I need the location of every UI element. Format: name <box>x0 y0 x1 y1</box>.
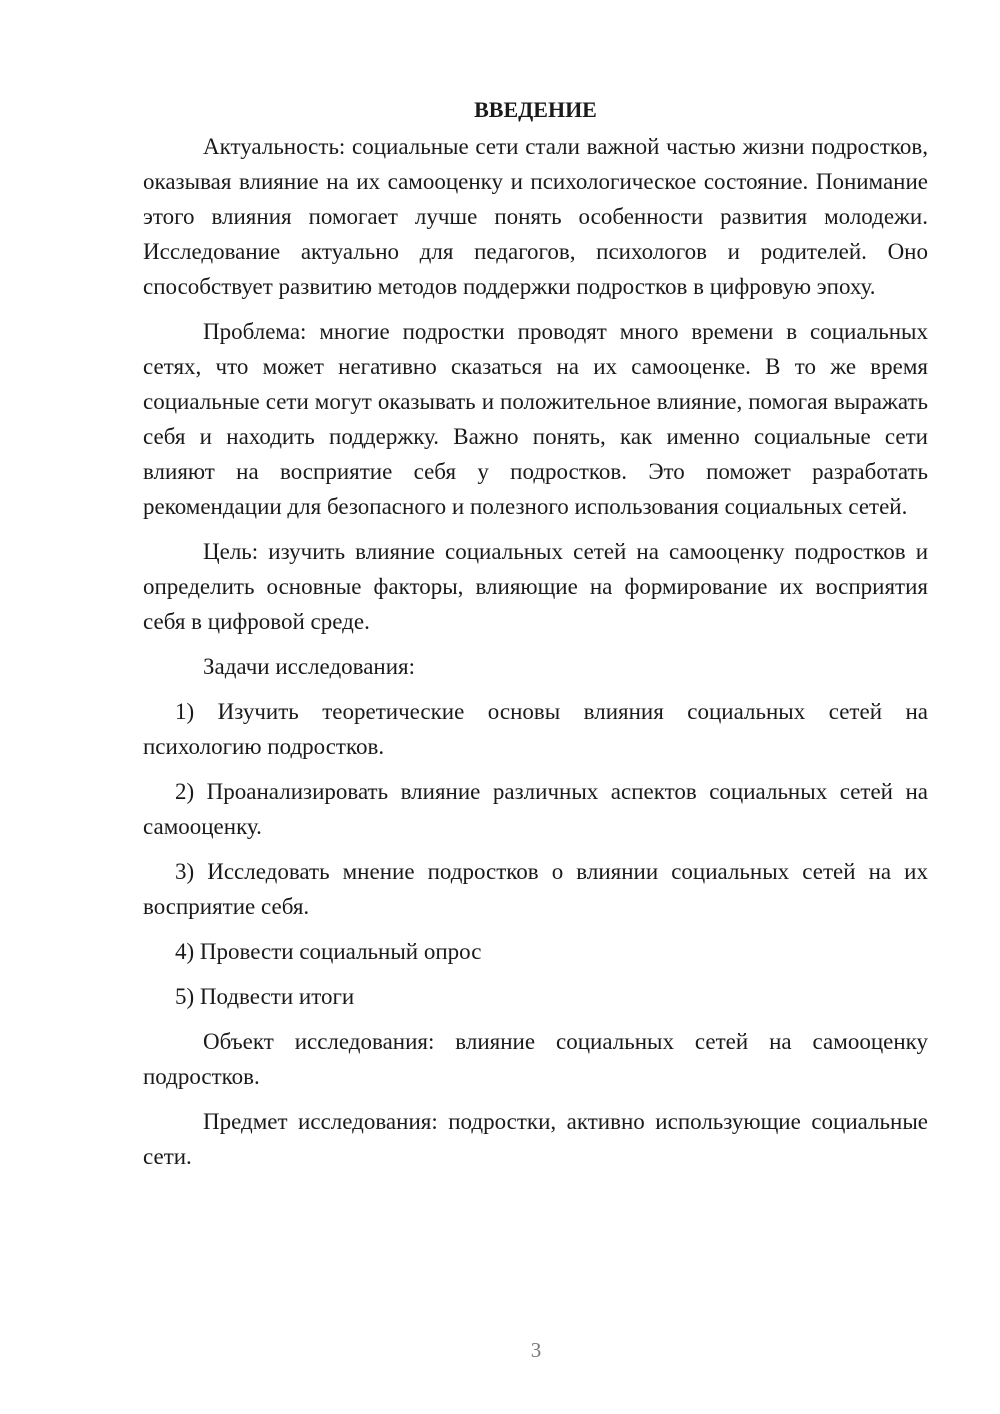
goal-paragraph: Цель: изучить влияние социальных сетей на самооценку подростков и определить основные факторы, влияющие на формирование их восприятия себя в цифровой среде. <box>143 539 928 634</box>
task-item-3: 3) Исследовать мнение подростков о влиянии социальных сетей на их восприятие себя. <box>143 859 928 919</box>
problem-paragraph: Проблема: многие подростки проводят много времени в социальных сетях, что может негативно сказаться на их самооценке. В то же время социальные сети могут оказывать и положительное влияние, помогая выражать себя и находить поддержку. Важно понять, как именно социальные сети влияют на восприятие себя у подростков. Это поможет разработать рекомендации для безопасного и полезного использования социальных сетей. <box>143 319 928 519</box>
tasks-heading: Задачи исследования: <box>203 654 416 679</box>
page-number: 3 <box>530 1338 542 1362</box>
task-item-1: 1) Изучить теоретические основы влияния социальных сетей на психологию подростков. <box>143 699 928 759</box>
object-paragraph: Объект исследования: влияние социальных сетей на самооценку подростков. <box>143 1029 928 1089</box>
task-item-4: 4) Провести социальный опрос <box>175 939 482 964</box>
section-title: ВВЕДЕНИЕ <box>474 97 597 122</box>
task-item-5: 5) Подвести итоги <box>175 984 355 1009</box>
task-item-2: 2) Проанализировать влияние различных аспектов социальных сетей на самооценку. <box>143 779 928 839</box>
page-content <box>143 92 928 1184</box>
subject-paragraph: Предмет исследования: подростки, активно использующие социальные сети. <box>143 1109 928 1169</box>
relevance-paragraph: Актуальность: социальные сети стали важной частью жизни подростков, оказывая влияние на их самооценку и психологическое состояние. Понимание этого влияния помогает лучше понять особенности развития молодежи. Исследование актуально для педагогов, психологов и родителей. Оно способствует развитию методов поддержки подростков в цифровую эпоху. <box>143 134 928 299</box>
